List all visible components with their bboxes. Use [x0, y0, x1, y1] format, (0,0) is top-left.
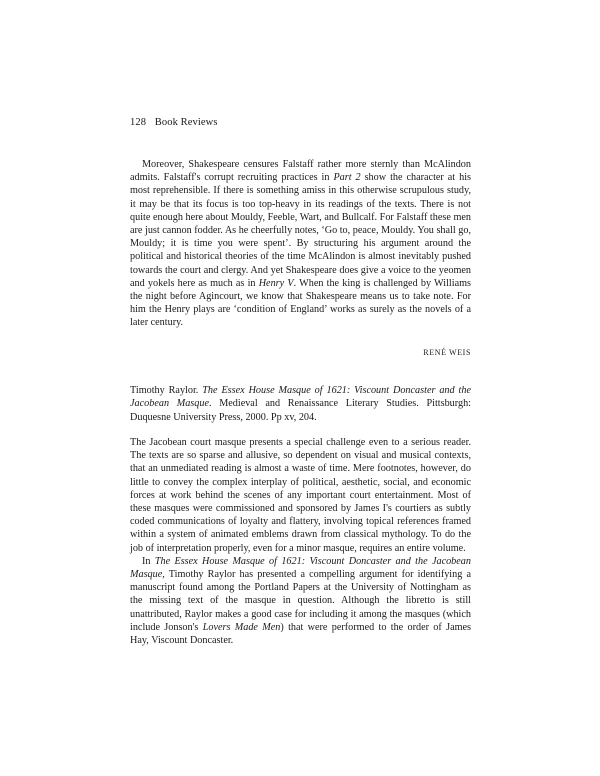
paragraph: The Jacobean court masque presents a special challenge even to a serious reader. The texts are so sparse and allusive, so dependent on visual and musical contexts, that an unmediated reading is almost a waste of time. Mere footnotes, however, do little to convey the complex interplay of political, aesthetic, social, and economic forces at work behind the scenes of any important court entertainment. Most of these masques were commissioned and sponsored by James I's courtiers as subtly coded communications of loyalty and flattery, involving topical references framed within a system of animated emblems drawn from classical mythology. To do the job of interpretation properly, even for a minor masque, requires an entire volume. — [130, 437, 471, 554]
citation-title: The Essex House Masque of 1621: Viscount Doncaster and the Jacobean Masque — [130, 385, 471, 410]
citation-details: . Medieval and Renaissance Literary Studies. Pittsburgh: Duquesne University Press, 2000. Pp xv, 204. — [130, 398, 471, 423]
text-run: , Timothy Raylor has presented a compelling argument for identifying a manuscript found among the Portland Papers at the University of Nottingham as the missing text of the masque in question. Although the libretto is still unattributed, Raylor makes a good case for including it among the masques (which include Jonson's — [130, 569, 471, 633]
review-body-2 — [130, 436, 471, 647]
review-body-1 — [130, 158, 471, 330]
italic-title: Henry V — [258, 277, 294, 289]
paragraph — [130, 555, 471, 647]
running-head — [130, 117, 218, 128]
text-run: ) that were performed to the order of James Hay, Viscount Doncaster. — [130, 621, 471, 647]
section-title: Book Reviews — [154, 117, 218, 128]
italic-title: The Essex House Masque of 1621: Viscount Doncaster and the Jacobean Masque — [130, 555, 471, 581]
text-run: show the character at his most reprehensible. If there is something amiss in this otherwise scrupulous study, it may be that its focus is too top-heavy in its readings of the texts. There is not quite enough here about Mouldy, Feeble, Wart, and Bullcalf. For Falstaff these men are just cannon fodder. As he cheerfully notes, ‘Go to, peace, Mouldy. You shall go, Mouldy; it is time you were spent’. By structuring his argument around the political and historical theories of the time McAlindon is almost inevitably pushed towards the court and clergy. And yet Shakespeare does give a voice to the yeomen and yokels here as much as in — [130, 172, 472, 289]
paragraph — [130, 158, 471, 330]
italic-title: Part 2 — [333, 172, 361, 184]
reviewer-signature: RENÉ WEIS — [423, 348, 471, 357]
text-run: . When the king is challenged by Williams the night before Agincourt, we know that Shakespeare means us to take note. For him the Henry plays are ‘condition of England’ works as surely as the novels of a later century. — [130, 277, 471, 329]
citation-author: Timothy Raylor. — [130, 385, 203, 396]
text-run: Moreover, Shakespeare censures Falstaff rather more sternly than McAlindon admits. Falstaff's corrupt recruiting practices in — [130, 159, 471, 184]
book-citation — [130, 384, 471, 424]
text-run: In — [142, 555, 155, 567]
italic-title: Lovers Made Men — [202, 621, 281, 633]
page-number: 128 — [130, 117, 147, 128]
